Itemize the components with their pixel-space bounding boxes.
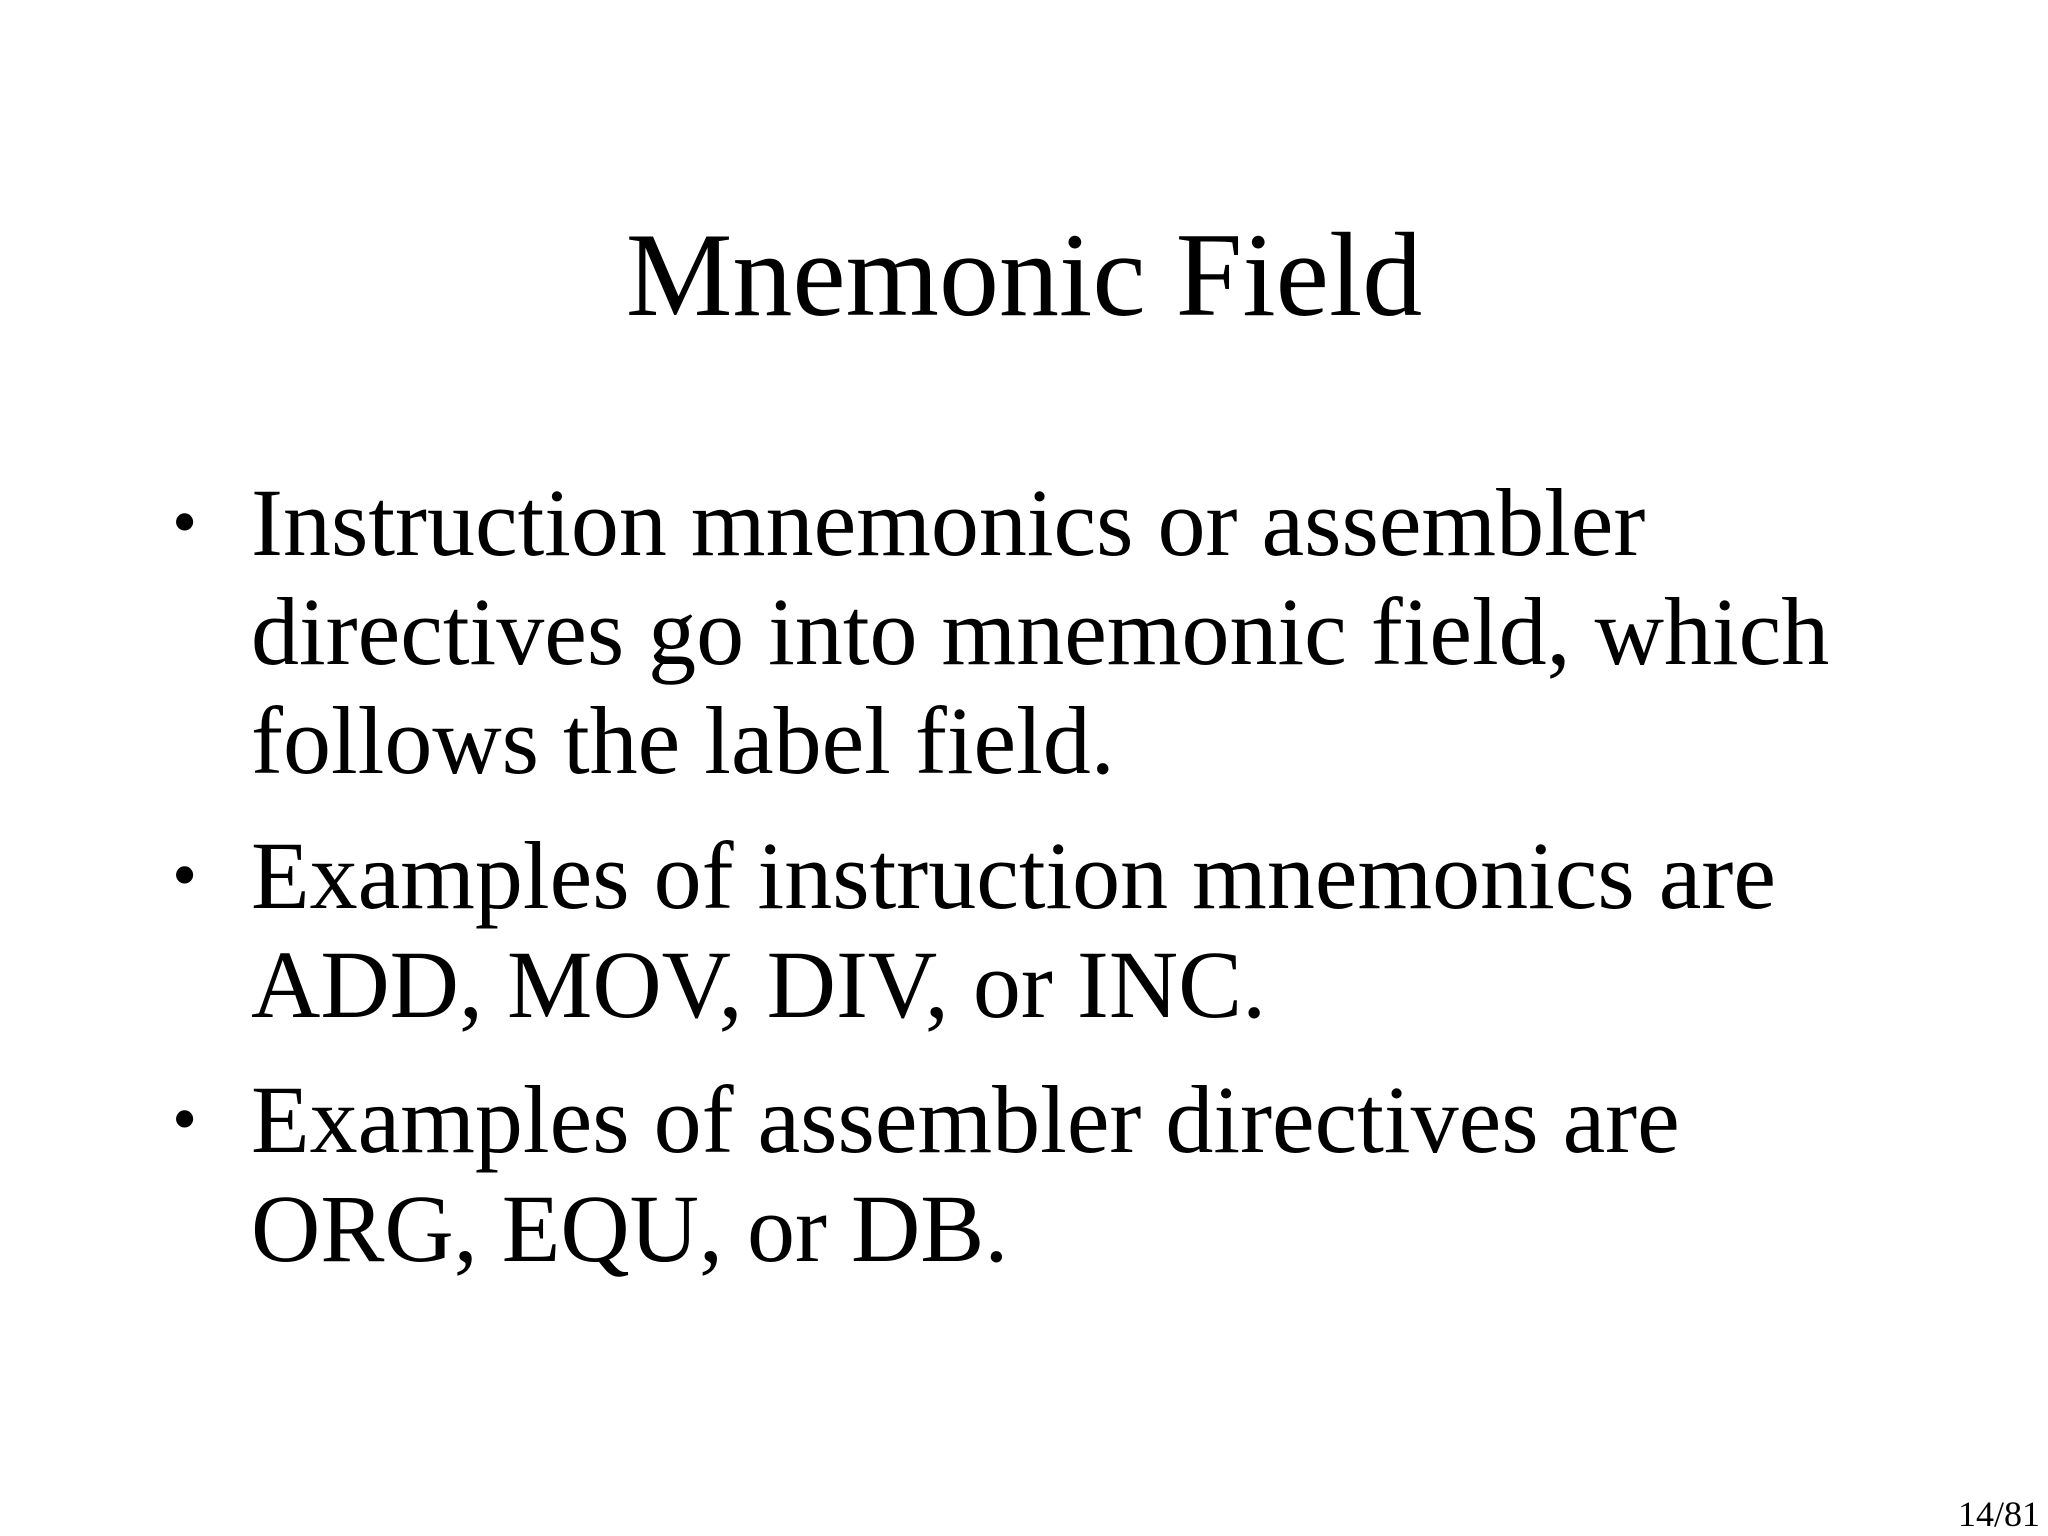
bullet-text: Examples of assembler directives are ORG, EQU, or DB. [251,1066,1680,1282]
bullet-list [0,468,2048,1309]
bullet-dot-icon: • [172,482,198,562]
bullet-item [0,1065,1871,1283]
slide-title: Mnemonic Field [625,208,1423,341]
bullet-text: Instruction mnemonics or assembler directives go into mnemonic field, which follows the label field. [251,469,1830,794]
bullet-text: Examples of instruction mnemonics are ADD, MOV, DIV, or INC. [251,822,1776,1038]
bullet-dot-icon: • [172,835,198,915]
bullet-item [0,468,1871,795]
bullet-item [0,821,1871,1039]
page-number: 14/81 [1957,1494,2040,1534]
bullet-dot-icon: • [172,1079,198,1159]
